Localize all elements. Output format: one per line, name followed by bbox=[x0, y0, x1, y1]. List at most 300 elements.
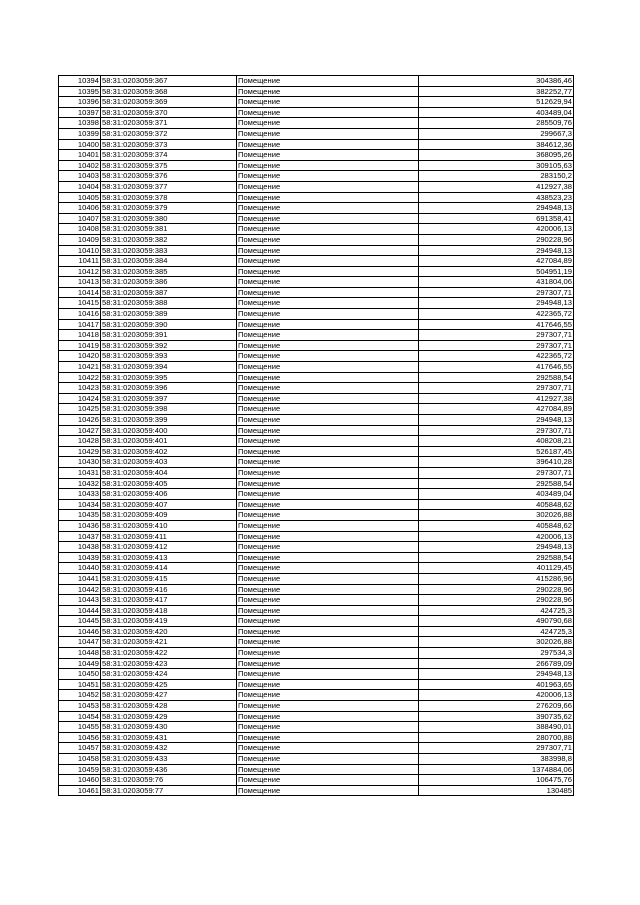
table-row bbox=[59, 446, 574, 457]
object-type-cell: Помещение bbox=[237, 234, 419, 245]
cadastral-number-cell: 58:31:0203059:375 bbox=[101, 160, 237, 171]
table-row bbox=[59, 404, 574, 415]
cadastral-number-cell: 58:31:0203059:388 bbox=[101, 298, 237, 309]
row-number-cell: 10413 bbox=[59, 277, 101, 288]
cadastral-value-cell: 412927,38 bbox=[419, 393, 574, 404]
cadastral-number-cell: 58:31:0203059:418 bbox=[101, 605, 237, 616]
table-row bbox=[59, 775, 574, 786]
cadastral-number-cell: 58:31:0203059:423 bbox=[101, 658, 237, 669]
cadastral-number-cell: 58:31:0203059:413 bbox=[101, 552, 237, 563]
cadastral-value-cell: 424725,3 bbox=[419, 626, 574, 637]
cadastral-number-cell: 58:31:0203059:398 bbox=[101, 404, 237, 415]
cadastral-value-cell: 297307,71 bbox=[419, 330, 574, 341]
table-row bbox=[59, 722, 574, 733]
cadastral-value-cell: 1374884,06 bbox=[419, 764, 574, 775]
object-type-cell: Помещение bbox=[237, 446, 419, 457]
row-number-cell: 10425 bbox=[59, 404, 101, 415]
cadastral-number-cell: 58:31:0203059:431 bbox=[101, 732, 237, 743]
object-type-cell: Помещение bbox=[237, 404, 419, 415]
table-row bbox=[59, 319, 574, 330]
cadastral-number-cell: 58:31:0203059:419 bbox=[101, 616, 237, 627]
table-row bbox=[59, 415, 574, 426]
row-number-cell: 10441 bbox=[59, 573, 101, 584]
cadastral-value-cell: 403489,04 bbox=[419, 489, 574, 500]
cadastral-number-cell: 58:31:0203059:377 bbox=[101, 181, 237, 192]
table-row bbox=[59, 510, 574, 521]
cadastral-value-cell: 403489,04 bbox=[419, 107, 574, 118]
row-number-cell: 10410 bbox=[59, 245, 101, 256]
row-number-cell: 10397 bbox=[59, 107, 101, 118]
table-row bbox=[59, 552, 574, 563]
object-type-cell: Помещение bbox=[237, 298, 419, 309]
object-type-cell: Помещение bbox=[237, 775, 419, 786]
row-number-cell: 10428 bbox=[59, 436, 101, 447]
table-row bbox=[59, 340, 574, 351]
object-type-cell: Помещение bbox=[237, 785, 419, 796]
cadastral-value-cell: 526187,45 bbox=[419, 446, 574, 457]
cadastral-value-cell: 401963,65 bbox=[419, 679, 574, 690]
cadastral-value-cell: 401129,45 bbox=[419, 563, 574, 574]
object-type-cell: Помещение bbox=[237, 393, 419, 404]
row-number-cell: 10460 bbox=[59, 775, 101, 786]
cadastral-number-cell: 58:31:0203059:376 bbox=[101, 171, 237, 182]
cadastral-value-cell: 290228,96 bbox=[419, 584, 574, 595]
cadastral-value-cell: 405848,62 bbox=[419, 499, 574, 510]
table-row bbox=[59, 701, 574, 712]
object-type-cell: Помещение bbox=[237, 118, 419, 129]
cadastral-number-cell: 58:31:0203059:416 bbox=[101, 584, 237, 595]
cadastral-value-cell: 427084,89 bbox=[419, 404, 574, 415]
object-type-cell: Помещение bbox=[237, 86, 419, 97]
object-type-cell: Помещение bbox=[237, 489, 419, 500]
object-type-cell: Помещение bbox=[237, 648, 419, 659]
object-type-cell: Помещение bbox=[237, 319, 419, 330]
row-number-cell: 10408 bbox=[59, 224, 101, 235]
cadastral-value-cell: 368095,26 bbox=[419, 150, 574, 161]
object-type-cell: Помещение bbox=[237, 478, 419, 489]
object-type-cell: Помещение bbox=[237, 76, 419, 87]
row-number-cell: 10457 bbox=[59, 743, 101, 754]
cadastral-value-cell: 283150,2 bbox=[419, 171, 574, 182]
object-type-cell: Помещение bbox=[237, 203, 419, 214]
cadastral-number-cell: 58:31:0203059:370 bbox=[101, 107, 237, 118]
row-number-cell: 10399 bbox=[59, 128, 101, 139]
row-number-cell: 10437 bbox=[59, 531, 101, 542]
row-number-cell: 10445 bbox=[59, 616, 101, 627]
table-row bbox=[59, 362, 574, 373]
object-type-cell: Помещение bbox=[237, 563, 419, 574]
object-type-cell: Помещение bbox=[237, 679, 419, 690]
table-row bbox=[59, 224, 574, 235]
object-type-cell: Помещение bbox=[237, 764, 419, 775]
row-number-cell: 10451 bbox=[59, 679, 101, 690]
cadastral-value-cell: 130485 bbox=[419, 785, 574, 796]
row-number-cell: 10422 bbox=[59, 372, 101, 383]
row-number-cell: 10435 bbox=[59, 510, 101, 521]
table-row bbox=[59, 732, 574, 743]
cadastral-value-cell: 294948,13 bbox=[419, 542, 574, 553]
cadastral-number-cell: 58:31:0203059:414 bbox=[101, 563, 237, 574]
object-type-cell: Помещение bbox=[237, 340, 419, 351]
object-type-cell: Помещение bbox=[237, 128, 419, 139]
cadastral-number-cell: 58:31:0203059:415 bbox=[101, 573, 237, 584]
cadastral-value-cell: 691358,41 bbox=[419, 213, 574, 224]
row-number-cell: 10414 bbox=[59, 287, 101, 298]
cadastral-number-cell: 58:31:0203059:384 bbox=[101, 256, 237, 267]
property-table-body bbox=[59, 76, 574, 796]
row-number-cell: 10429 bbox=[59, 446, 101, 457]
object-type-cell: Помещение bbox=[237, 626, 419, 637]
cadastral-number-cell: 58:31:0203059:422 bbox=[101, 648, 237, 659]
cadastral-value-cell: 490790,68 bbox=[419, 616, 574, 627]
cadastral-value-cell: 292588,54 bbox=[419, 478, 574, 489]
table-row bbox=[59, 287, 574, 298]
cadastral-value-cell: 297307,71 bbox=[419, 467, 574, 478]
cadastral-number-cell: 58:31:0203059:387 bbox=[101, 287, 237, 298]
cadastral-value-cell: 424725,3 bbox=[419, 605, 574, 616]
cadastral-value-cell: 504951,19 bbox=[419, 266, 574, 277]
object-type-cell: Помещение bbox=[237, 711, 419, 722]
cadastral-number-cell: 58:31:0203059:369 bbox=[101, 97, 237, 108]
cadastral-number-cell: 58:31:0203059:417 bbox=[101, 595, 237, 606]
object-type-cell: Помещение bbox=[237, 224, 419, 235]
cadastral-number-cell: 58:31:0203059:382 bbox=[101, 234, 237, 245]
cadastral-number-cell: 58:31:0203059:379 bbox=[101, 203, 237, 214]
row-number-cell: 10447 bbox=[59, 637, 101, 648]
cadastral-value-cell: 266789,09 bbox=[419, 658, 574, 669]
object-type-cell: Помещение bbox=[237, 351, 419, 362]
table-row bbox=[59, 711, 574, 722]
row-number-cell: 10459 bbox=[59, 764, 101, 775]
cadastral-value-cell: 302026,88 bbox=[419, 637, 574, 648]
table-row bbox=[59, 785, 574, 796]
cadastral-number-cell: 58:31:0203059:372 bbox=[101, 128, 237, 139]
cadastral-value-cell: 297307,71 bbox=[419, 743, 574, 754]
object-type-cell: Помещение bbox=[237, 372, 419, 383]
row-number-cell: 10402 bbox=[59, 160, 101, 171]
object-type-cell: Помещение bbox=[237, 171, 419, 182]
row-number-cell: 10434 bbox=[59, 499, 101, 510]
row-number-cell: 10444 bbox=[59, 605, 101, 616]
object-type-cell: Помещение bbox=[237, 701, 419, 712]
row-number-cell: 10440 bbox=[59, 563, 101, 574]
row-number-cell: 10415 bbox=[59, 298, 101, 309]
row-number-cell: 10405 bbox=[59, 192, 101, 203]
row-number-cell: 10433 bbox=[59, 489, 101, 500]
table-row bbox=[59, 107, 574, 118]
table-row bbox=[59, 754, 574, 765]
row-number-cell: 10419 bbox=[59, 340, 101, 351]
cadastral-number-cell: 58:31:0203059:374 bbox=[101, 150, 237, 161]
cadastral-number-cell: 58:31:0203059:410 bbox=[101, 520, 237, 531]
cadastral-value-cell: 292588,54 bbox=[419, 552, 574, 563]
cadastral-value-cell: 405848,62 bbox=[419, 520, 574, 531]
object-type-cell: Помещение bbox=[237, 573, 419, 584]
row-number-cell: 10401 bbox=[59, 150, 101, 161]
cadastral-number-cell: 58:31:0203059:383 bbox=[101, 245, 237, 256]
cadastral-number-cell: 58:31:0203059:76 bbox=[101, 775, 237, 786]
row-number-cell: 10403 bbox=[59, 171, 101, 182]
cadastral-number-cell: 58:31:0203059:393 bbox=[101, 351, 237, 362]
cadastral-value-cell: 294948,13 bbox=[419, 669, 574, 680]
object-type-cell: Помещение bbox=[237, 213, 419, 224]
object-type-cell: Помещение bbox=[237, 330, 419, 341]
object-type-cell: Помещение bbox=[237, 658, 419, 669]
row-number-cell: 10432 bbox=[59, 478, 101, 489]
object-type-cell: Помещение bbox=[237, 150, 419, 161]
table-row bbox=[59, 669, 574, 680]
cadastral-number-cell: 58:31:0203059:380 bbox=[101, 213, 237, 224]
cadastral-value-cell: 417646,55 bbox=[419, 319, 574, 330]
table-row bbox=[59, 160, 574, 171]
row-number-cell: 10431 bbox=[59, 467, 101, 478]
cadastral-value-cell: 297534,3 bbox=[419, 648, 574, 659]
row-number-cell: 10446 bbox=[59, 626, 101, 637]
cadastral-value-cell: 415286,96 bbox=[419, 573, 574, 584]
row-number-cell: 10430 bbox=[59, 457, 101, 468]
cadastral-number-cell: 58:31:0203059:371 bbox=[101, 118, 237, 129]
row-number-cell: 10409 bbox=[59, 234, 101, 245]
object-type-cell: Помещение bbox=[237, 107, 419, 118]
cadastral-value-cell: 297307,71 bbox=[419, 425, 574, 436]
row-number-cell: 10406 bbox=[59, 203, 101, 214]
cadastral-value-cell: 420006,13 bbox=[419, 690, 574, 701]
cadastral-number-cell: 58:31:0203059:404 bbox=[101, 467, 237, 478]
table-row bbox=[59, 139, 574, 150]
row-number-cell: 10420 bbox=[59, 351, 101, 362]
cadastral-value-cell: 512629,94 bbox=[419, 97, 574, 108]
table-row bbox=[59, 86, 574, 97]
cadastral-value-cell: 290228,96 bbox=[419, 595, 574, 606]
row-number-cell: 10439 bbox=[59, 552, 101, 563]
row-number-cell: 10438 bbox=[59, 542, 101, 553]
cadastral-value-cell: 396410,28 bbox=[419, 457, 574, 468]
row-number-cell: 10426 bbox=[59, 415, 101, 426]
table-row bbox=[59, 150, 574, 161]
cadastral-value-cell: 276209,66 bbox=[419, 701, 574, 712]
cadastral-value-cell: 431804,06 bbox=[419, 277, 574, 288]
cadastral-value-cell: 285509,76 bbox=[419, 118, 574, 129]
table-row bbox=[59, 764, 574, 775]
object-type-cell: Помещение bbox=[237, 256, 419, 267]
cadastral-number-cell: 58:31:0203059:428 bbox=[101, 701, 237, 712]
table-row bbox=[59, 584, 574, 595]
row-number-cell: 10398 bbox=[59, 118, 101, 129]
cadastral-number-cell: 58:31:0203059:411 bbox=[101, 531, 237, 542]
cadastral-number-cell: 58:31:0203059:401 bbox=[101, 436, 237, 447]
row-number-cell: 10458 bbox=[59, 754, 101, 765]
row-number-cell: 10427 bbox=[59, 425, 101, 436]
cadastral-number-cell: 58:31:0203059:424 bbox=[101, 669, 237, 680]
table-row bbox=[59, 573, 574, 584]
table-row bbox=[59, 626, 574, 637]
cadastral-value-cell: 304386,46 bbox=[419, 76, 574, 87]
object-type-cell: Помещение bbox=[237, 415, 419, 426]
cadastral-value-cell: 422365,72 bbox=[419, 351, 574, 362]
cadastral-number-cell: 58:31:0203059:427 bbox=[101, 690, 237, 701]
cadastral-number-cell: 58:31:0203059:432 bbox=[101, 743, 237, 754]
cadastral-number-cell: 58:31:0203059:397 bbox=[101, 393, 237, 404]
table-row bbox=[59, 128, 574, 139]
object-type-cell: Помещение bbox=[237, 584, 419, 595]
cadastral-value-cell: 422365,72 bbox=[419, 309, 574, 320]
row-number-cell: 10424 bbox=[59, 393, 101, 404]
cadastral-number-cell: 58:31:0203059:392 bbox=[101, 340, 237, 351]
object-type-cell: Помещение bbox=[237, 552, 419, 563]
row-number-cell: 10443 bbox=[59, 595, 101, 606]
object-type-cell: Помещение bbox=[237, 192, 419, 203]
table-row bbox=[59, 266, 574, 277]
table-row bbox=[59, 383, 574, 394]
table-row bbox=[59, 351, 574, 362]
cadastral-value-cell: 420006,13 bbox=[419, 531, 574, 542]
table-row bbox=[59, 690, 574, 701]
object-type-cell: Помещение bbox=[237, 595, 419, 606]
object-type-cell: Помещение bbox=[237, 309, 419, 320]
table-row bbox=[59, 436, 574, 447]
cadastral-number-cell: 58:31:0203059:405 bbox=[101, 478, 237, 489]
cadastral-value-cell: 297307,71 bbox=[419, 383, 574, 394]
cadastral-value-cell: 297307,71 bbox=[419, 340, 574, 351]
cadastral-number-cell: 58:31:0203059:425 bbox=[101, 679, 237, 690]
table-row bbox=[59, 520, 574, 531]
cadastral-number-cell: 58:31:0203059:381 bbox=[101, 224, 237, 235]
cadastral-number-cell: 58:31:0203059:406 bbox=[101, 489, 237, 500]
object-type-cell: Помещение bbox=[237, 743, 419, 754]
table-row bbox=[59, 256, 574, 267]
table-row bbox=[59, 97, 574, 108]
table-row bbox=[59, 637, 574, 648]
row-number-cell: 10404 bbox=[59, 181, 101, 192]
row-number-cell: 10454 bbox=[59, 711, 101, 722]
row-number-cell: 10450 bbox=[59, 669, 101, 680]
cadastral-value-cell: 280700,88 bbox=[419, 732, 574, 743]
cadastral-number-cell: 58:31:0203059:421 bbox=[101, 637, 237, 648]
object-type-cell: Помещение bbox=[237, 160, 419, 171]
row-number-cell: 10456 bbox=[59, 732, 101, 743]
row-number-cell: 10455 bbox=[59, 722, 101, 733]
table-row bbox=[59, 658, 574, 669]
cadastral-number-cell: 58:31:0203059:396 bbox=[101, 383, 237, 394]
object-type-cell: Помещение bbox=[237, 510, 419, 521]
table-row bbox=[59, 605, 574, 616]
row-number-cell: 10452 bbox=[59, 690, 101, 701]
row-number-cell: 10461 bbox=[59, 785, 101, 796]
table-row bbox=[59, 171, 574, 182]
object-type-cell: Помещение bbox=[237, 277, 419, 288]
cadastral-number-cell: 58:31:0203059:367 bbox=[101, 76, 237, 87]
cadastral-number-cell: 58:31:0203059:385 bbox=[101, 266, 237, 277]
cadastral-value-cell: 106475,76 bbox=[419, 775, 574, 786]
object-type-cell: Помещение bbox=[237, 457, 419, 468]
cadastral-value-cell: 412927,38 bbox=[419, 181, 574, 192]
cadastral-number-cell: 58:31:0203059:378 bbox=[101, 192, 237, 203]
object-type-cell: Помещение bbox=[237, 531, 419, 542]
table-row bbox=[59, 595, 574, 606]
cadastral-number-cell: 58:31:0203059:407 bbox=[101, 499, 237, 510]
object-type-cell: Помещение bbox=[237, 245, 419, 256]
cadastral-number-cell: 58:31:0203059:429 bbox=[101, 711, 237, 722]
table-row bbox=[59, 542, 574, 553]
object-type-cell: Помещение bbox=[237, 690, 419, 701]
object-type-cell: Помещение bbox=[237, 181, 419, 192]
cadastral-number-cell: 58:31:0203059:433 bbox=[101, 754, 237, 765]
table-row bbox=[59, 277, 574, 288]
cadastral-number-cell: 58:31:0203059:373 bbox=[101, 139, 237, 150]
cadastral-value-cell: 383998,8 bbox=[419, 754, 574, 765]
cadastral-value-cell: 302026,88 bbox=[419, 510, 574, 521]
table-row bbox=[59, 298, 574, 309]
cadastral-number-cell: 58:31:0203059:436 bbox=[101, 764, 237, 775]
table-row bbox=[59, 330, 574, 341]
row-number-cell: 10449 bbox=[59, 658, 101, 669]
object-type-cell: Помещение bbox=[237, 287, 419, 298]
cadastral-value-cell: 438523,23 bbox=[419, 192, 574, 203]
object-type-cell: Помещение bbox=[237, 722, 419, 733]
row-number-cell: 10453 bbox=[59, 701, 101, 712]
object-type-cell: Помещение bbox=[237, 139, 419, 150]
cadastral-value-cell: 292588,54 bbox=[419, 372, 574, 383]
cadastral-value-cell: 297307,71 bbox=[419, 287, 574, 298]
table-row bbox=[59, 393, 574, 404]
property-table bbox=[58, 75, 574, 796]
table-row bbox=[59, 499, 574, 510]
cadastral-value-cell: 384612,36 bbox=[419, 139, 574, 150]
cadastral-number-cell: 58:31:0203059:409 bbox=[101, 510, 237, 521]
object-type-cell: Помещение bbox=[237, 637, 419, 648]
cadastral-value-cell: 299667,3 bbox=[419, 128, 574, 139]
cadastral-value-cell: 420006,13 bbox=[419, 224, 574, 235]
row-number-cell: 10423 bbox=[59, 383, 101, 394]
table-row bbox=[59, 616, 574, 627]
cadastral-number-cell: 58:31:0203059:391 bbox=[101, 330, 237, 341]
cadastral-value-cell: 408208,21 bbox=[419, 436, 574, 447]
table-row bbox=[59, 425, 574, 436]
cadastral-number-cell: 58:31:0203059:420 bbox=[101, 626, 237, 637]
table-row bbox=[59, 467, 574, 478]
table-row bbox=[59, 563, 574, 574]
table-row bbox=[59, 76, 574, 87]
object-type-cell: Помещение bbox=[237, 499, 419, 510]
row-number-cell: 10396 bbox=[59, 97, 101, 108]
cadastral-number-cell: 58:31:0203059:400 bbox=[101, 425, 237, 436]
table-row bbox=[59, 489, 574, 500]
row-number-cell: 10400 bbox=[59, 139, 101, 150]
cadastral-number-cell: 58:31:0203059:390 bbox=[101, 319, 237, 330]
object-type-cell: Помещение bbox=[237, 542, 419, 553]
cadastral-number-cell: 58:31:0203059:77 bbox=[101, 785, 237, 796]
cadastral-number-cell: 58:31:0203059:395 bbox=[101, 372, 237, 383]
table-row bbox=[59, 648, 574, 659]
row-number-cell: 10448 bbox=[59, 648, 101, 659]
cadastral-value-cell: 388490,01 bbox=[419, 722, 574, 733]
row-number-cell: 10395 bbox=[59, 86, 101, 97]
table-row bbox=[59, 234, 574, 245]
cadastral-value-cell: 427084,89 bbox=[419, 256, 574, 267]
object-type-cell: Помещение bbox=[237, 605, 419, 616]
row-number-cell: 10418 bbox=[59, 330, 101, 341]
cadastral-value-cell: 309105,63 bbox=[419, 160, 574, 171]
cadastral-number-cell: 58:31:0203059:399 bbox=[101, 415, 237, 426]
cadastral-value-cell: 294948,13 bbox=[419, 245, 574, 256]
object-type-cell: Помещение bbox=[237, 669, 419, 680]
table-row bbox=[59, 372, 574, 383]
cadastral-value-cell: 294948,13 bbox=[419, 415, 574, 426]
object-type-cell: Помещение bbox=[237, 732, 419, 743]
cadastral-number-cell: 58:31:0203059:368 bbox=[101, 86, 237, 97]
table-row bbox=[59, 192, 574, 203]
table-row bbox=[59, 309, 574, 320]
